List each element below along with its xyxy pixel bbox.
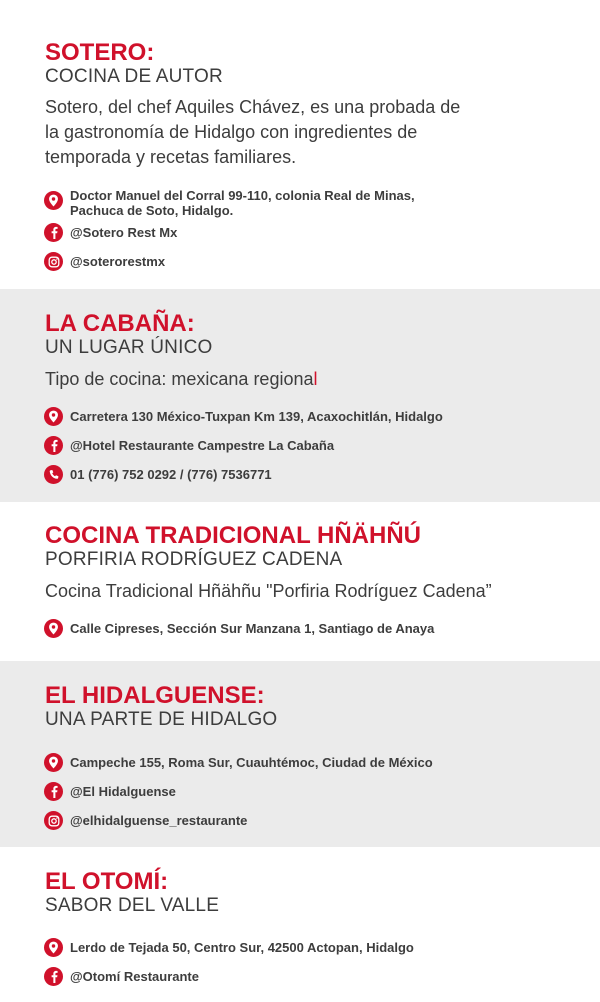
restaurant-card-la-cabana [0, 289, 600, 502]
location-pin-icon [44, 191, 63, 210]
address-item [45, 188, 600, 218]
address-item [45, 940, 600, 957]
restaurant-subtitle: PORFIRIA RODRÍGUEZ CADENA [45, 549, 343, 570]
facebook-item[interactable] [45, 784, 600, 801]
restaurant-card-el-otomi [0, 847, 600, 1002]
address-text: Carretera 130 México-Tuxpan Km 139, Acaxochitlán, Hidalgo [70, 409, 443, 424]
restaurant-subtitle: COCINA DE AUTOR [45, 66, 223, 87]
restaurant-description [45, 367, 600, 392]
restaurant-title: LA CABAÑA: [45, 310, 195, 337]
phone-icon [44, 465, 63, 484]
instagram-icon [44, 252, 63, 271]
location-pin-icon [44, 407, 63, 426]
address-text: Calle Cipreses, Sección Sur Manzana 1, Santiago de Anaya [70, 621, 435, 636]
address-item [45, 409, 600, 426]
instagram-handle[interactable]: @elhidalguense_restaurante [70, 813, 248, 828]
instagram-icon [44, 811, 63, 830]
address-item [45, 621, 600, 638]
instagram-handle[interactable]: @soterorestmx [70, 254, 166, 269]
phone-text[interactable]: 01 (776) 752 0292 / (776) 7536771 [70, 467, 272, 482]
restaurant-subtitle: UN LUGAR ÚNICO [45, 337, 213, 358]
restaurant-title: COCINA TRADICIONAL HÑÄHÑÚ [45, 522, 421, 549]
location-pin-icon [44, 938, 63, 957]
facebook-icon [44, 782, 63, 801]
restaurant-description: Sotero, del chef Aquiles Chávez, es una probada de la gastronomía de Hidalgo con ingredientes de temporada y recetas familiares. [45, 97, 461, 167]
restaurant-subtitle: SABOR DEL VALLE [45, 895, 220, 916]
facebook-item[interactable] [45, 438, 600, 455]
restaurant-title: EL OTOMÍ: [45, 868, 169, 895]
facebook-handle[interactable]: @Hotel Restaurante Campestre La Cabaña [70, 438, 335, 453]
contact-list [45, 940, 600, 986]
facebook-handle[interactable]: @Sotero Rest Mx [70, 225, 178, 240]
restaurant-subtitle: UNA PARTE DE HIDALGO [45, 709, 278, 730]
address-text: Doctor Manuel del Corral 99-110, colonia Real de Minas, Pachuca de Soto, Hidalgo. [70, 188, 415, 218]
facebook-icon [44, 436, 63, 455]
facebook-icon [44, 967, 63, 986]
instagram-item[interactable] [45, 813, 600, 830]
facebook-handle[interactable]: @El Hidalguense [70, 784, 176, 799]
location-pin-icon [44, 619, 63, 638]
restaurant-card-cocina-tradicional [0, 502, 600, 661]
instagram-item[interactable] [45, 254, 600, 271]
contact-list [45, 621, 600, 638]
facebook-item[interactable] [45, 225, 600, 242]
restaurant-card-el-hidalguense [0, 661, 600, 847]
address-item [45, 755, 600, 772]
contact-list [45, 409, 600, 484]
restaurant-card-sotero [0, 0, 600, 289]
restaurant-title: SOTERO: [45, 39, 155, 66]
address-text: Lerdo de Tejada 50, Centro Sur, 42500 Actopan, Hidalgo [70, 940, 414, 955]
phone-item[interactable] [45, 467, 600, 484]
restaurant-description: Cocina Tradicional Hñähñu "Porfiria Rodríguez Cadena” [45, 581, 492, 601]
address-text: Campeche 155, Roma Sur, Cuauhtémoc, Ciudad de México [70, 755, 433, 770]
description-text: Tipo de cocina: mexicana regiona [45, 369, 314, 389]
location-pin-icon [44, 753, 63, 772]
facebook-handle[interactable]: @Otomí Restaurante [70, 969, 199, 984]
description-accent: l [313, 369, 318, 389]
restaurant-title: EL HIDALGUENSE: [45, 682, 265, 709]
contact-list [45, 755, 600, 830]
facebook-icon [44, 223, 63, 242]
facebook-item[interactable] [45, 969, 600, 986]
contact-list [45, 188, 600, 271]
